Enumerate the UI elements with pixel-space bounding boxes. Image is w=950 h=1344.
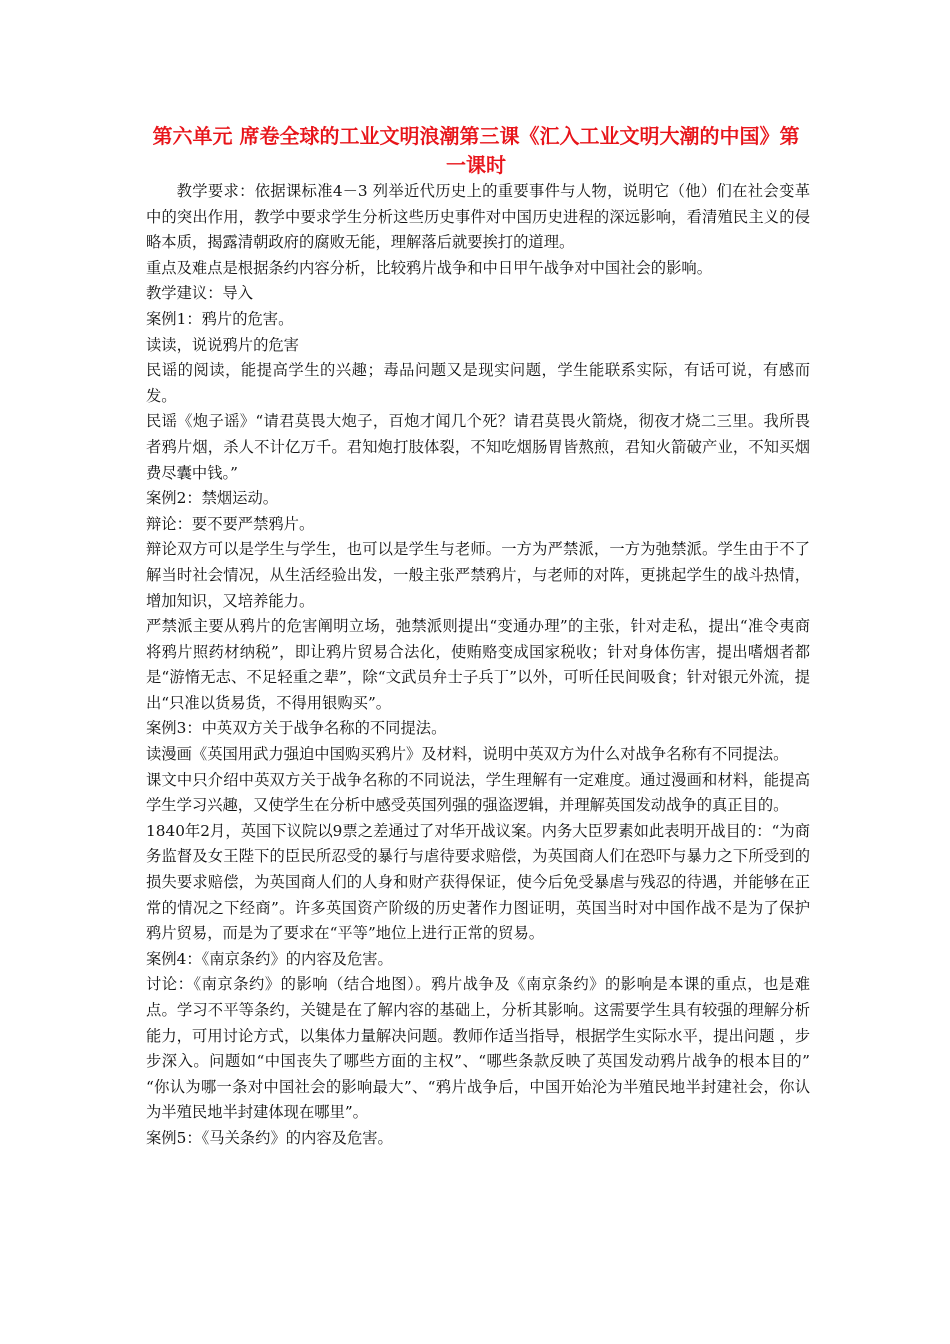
- paragraph-debate-topic: 辩论：要不要严禁鸦片。: [146, 514, 315, 533]
- paragraph-teaching-requirements: 教学要求：依据课标准4－3 列举近代历史上的重要事件与人物，说明它（他）们在社会变革中的突出作用，教学中要求学生分析这些历史事件对中国历史进程的深远影响，看清殖民主义的侵略本质，揭露清朝政府的腐败无能，理解落后就要挨打的道理。: [146, 182, 810, 252]
- paragraph-case-1-activity: 读读，说说鸦片的危害: [146, 335, 299, 354]
- paragraph-case-5-heading: 案例5：《马关条约》的内容及危害。: [146, 1128, 393, 1147]
- document-title: 第六单元 席卷全球的工业文明浪潮第三课《汇入工业文明大潮的中国》第一课时: [152, 124, 800, 177]
- paragraph-case-3-activity: 读漫画《英国用武力强迫中国购买鸦片》及材料，说明中英双方为什么对战争名称有不同提法。: [146, 745, 789, 764]
- paragraph-debate-sides: 辩论双方可以是学生与学生，也可以是学生与老师。一方为严禁派，一方为弛禁派。学生由于不了解当时社会情况，从生活经验出发，一般主张严禁鸦片，与老师的对阵，更挑起学生的战斗热情，增加知识，又培养能力。: [146, 540, 810, 610]
- paragraph-key-points: 重点及难点是根据条约内容分析，比较鸦片战争和中日甲午战争对中国社会的影响。: [146, 258, 712, 277]
- paragraph-case-3-heading: 案例3：中英双方关于战争名称的不同提法。: [146, 719, 447, 738]
- paragraph-case-1-heading: 案例1：鸦片的危害。: [146, 309, 294, 328]
- paragraph-debate-positions: 严禁派主要从鸦片的危害阐明立场，弛禁派则提出“变通办理”的主张，针对走私，提出“准令夷商将鸦片照药材纳税”，即让鸦片贸易合法化，使贿赂变成国家税收；针对身体伤害，提出嗜烟者都是“游惰无志、不足轻重之辈”，除“文武员弁士子兵丁”以外，可听任民间吸食；针对银元外流，提出“只准以货易货，不得用银购买”。: [146, 617, 810, 712]
- paragraph-case-4-discussion: 讨论：《南京条约》的影响（结合地图）。鸦片战争及《南京条约》的影响是本课的重点，也是难点。学习不平等条约，关键是在了解内容的基础上，分析其影响。这需要学生具有较强的理解分析能力，可用讨论方式，以集体力量解决问题。教师作适当指导，根据学生实际水平，提出问题 ，步步深入。问题如“中国丧失了哪些方面的主权”、“哪些条款反映了英国发动鸦片战争的根本目的” “你认为哪一条对中国社会的影响最大”、“鸦片战争后，中国开始沦为半殖民地半封建社会，你认为半殖民地半封建体现在哪里”。: [146, 975, 810, 1122]
- paragraph-historical-material: 1840年2月，英国下议院以9票之差通过了对华开战议案。内务大臣罗素如此表明开战目的：“为商务监督及女王陛下的臣民所忍受的暴行与虐待要求赔偿，为英国商人们在恐吓与暴力之下所受到的损失要求赔偿，为英国商人们的人身和财产获得保证，使今后免受暴虐与残忍的待遇，并能够在正常的情况之下经商”。许多英国资产阶级的历史著作力图证明，英国当时对中国作战不是为了保护鸦片贸易，而是为了要求在“平等”地位上进行正常的贸易。: [146, 821, 810, 943]
- document-body: [146, 179, 810, 1152]
- paragraph-case-4-heading: 案例4：《南京条约》的内容及危害。: [146, 949, 393, 968]
- paragraph-teaching-suggestion: 教学建议：导入: [146, 284, 254, 303]
- paragraph-folk-song: 民谣《炮子谣》“请君莫畏大炮子，百炮才闻几个死？请君莫畏火箭烧，彻夜才烧二三里。我所畏者鸦片烟，杀人不计亿万千。君知炮打肢体裂，不知吃烟肠胃皆熬煎，君知火箭破产业，不知买烟费尽囊中钱。”: [146, 412, 810, 482]
- paragraph-case-3-rationale: 课文中只介绍中英双方关于战争名称的不同说法，学生理解有一定难度。通过漫画和材料，能提高学生学习兴趣，又使学生在分析中感受英国列强的强盗逻辑，并理解英国发动战争的真正目的。: [146, 770, 810, 815]
- paragraph-case-2-heading: 案例2：禁烟运动。: [146, 489, 279, 508]
- paragraph-case-1-rationale: 民谣的阅读，能提高学生的兴趣；毒品问题又是现实问题，学生能联系实际，有话可说，有感而发。: [146, 361, 810, 405]
